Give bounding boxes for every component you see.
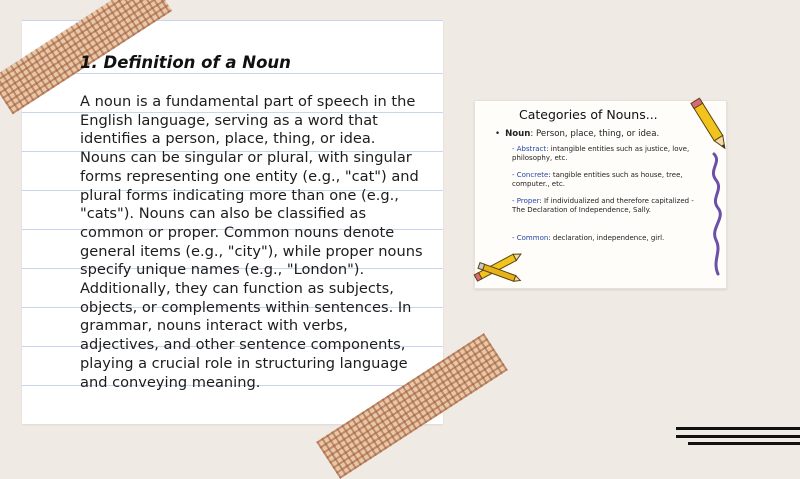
category-label: Common — [516, 234, 549, 242]
category-label: Proper — [516, 197, 540, 205]
category-label: Abstract — [516, 145, 547, 153]
pencil-icon — [680, 96, 728, 280]
category-text: : If individualized and therefore capitalized - The Declaration of Independence, Sally. — [512, 197, 694, 215]
noun-definition-line — [495, 129, 659, 139]
dash-marker: - — [512, 171, 515, 179]
page-title: 1. Definition of a Noun — [80, 53, 291, 72]
bullet-icon: • — [495, 129, 501, 139]
category-abstract — [512, 145, 702, 164]
crossed-pencils-icon — [472, 250, 528, 286]
dash-marker: - — [512, 234, 515, 242]
noun-label: Noun — [505, 129, 531, 139]
category-text: : declaration, independence, girl. — [548, 234, 665, 242]
category-concrete — [512, 171, 702, 190]
dash-marker: - — [512, 145, 515, 153]
decorative-lines — [676, 424, 800, 448]
category-proper — [512, 197, 702, 216]
category-label: Concrete — [516, 171, 549, 179]
category-text: : tangible entities such as house, tree, computer., etc. — [512, 171, 683, 189]
definition-paragraph: A noun is a fundamental part of speech in the English language, serving as a word that identifies a person, place, thing, or idea. Nouns can be singular or plural, with singular forms representing one entity (e.g., "cat") and plural forms indicating more than one (e.g., "cats"). Nouns can also be classified as common or proper. Common nouns denote general items (e.g., "city"), while proper nouns specify unique names (e.g., "London"). Additionally, they can function as subjects, objects, or complements within sentences. In grammar, nouns interact with verbs, adjectives, and other sentence components, playing a crucial role in structuring language and conveying meaning. — [80, 93, 423, 391]
image-title: Categories of Nouns... — [519, 107, 658, 122]
category-common — [512, 234, 702, 243]
dash-marker: - — [512, 197, 515, 205]
noun-text: : Person, place, thing, or idea. — [530, 129, 660, 139]
category-text: : intangible entities such as justice, love, philosophy, etc. — [512, 145, 690, 163]
